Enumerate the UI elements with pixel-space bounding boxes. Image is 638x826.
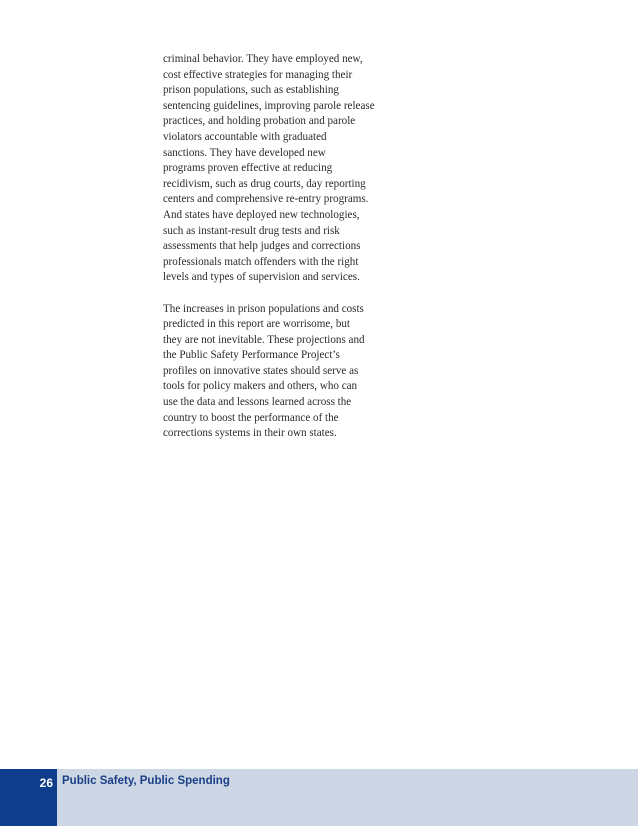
paragraph-1 <box>163 52 383 286</box>
text-line: country to boost the performance of the <box>163 411 339 424</box>
text-line: criminal behavior. They have employed new, <box>163 53 363 65</box>
text-line: sentencing guidelines, improving parole release <box>163 99 375 112</box>
text-line: they are not inevitable. These projections and <box>163 333 365 346</box>
text-line: such as instant-result drug tests and risk <box>163 224 340 237</box>
text-line: profiles on innovative states should serve as <box>163 364 359 377</box>
paragraph-2 <box>163 302 383 442</box>
text-line: cost effective strategies for managing their <box>163 68 353 81</box>
text-line: practices, and holding probation and parole <box>163 115 356 128</box>
text-line: levels and types of supervision and services. <box>163 271 360 284</box>
text-line: And states have deployed new technologies, <box>163 208 360 221</box>
running-title: Public Safety, Public Spending <box>62 775 230 787</box>
page-number-box <box>0 769 57 826</box>
text-line: predicted in this report are worrisome, but <box>163 318 350 331</box>
body-text <box>163 52 383 442</box>
text-line: The increases in prison populations and costs <box>163 302 364 315</box>
text-line: corrections systems in their own states. <box>163 427 337 440</box>
text-line: recidivism, such as drug courts, day reporting <box>163 177 366 190</box>
text-line: violators accountable with graduated <box>163 130 327 143</box>
text-line: assessments that help judges and corrections <box>163 240 361 253</box>
text-line: sanctions. They have developed new <box>163 146 326 159</box>
text-line: prison populations, such as establishing <box>163 84 339 97</box>
paragraph-gap <box>163 286 383 302</box>
page-number: 26 <box>39 776 53 790</box>
text-line: use the data and lessons learned across the <box>163 396 352 409</box>
text-line: tools for policy makers and others, who can <box>163 380 358 393</box>
text-line: professionals match offenders with the right <box>163 255 359 268</box>
text-line: programs proven effective at reducing <box>163 162 333 175</box>
text-line: the Public Safety Performance Project’s <box>163 349 340 362</box>
text-line: centers and comprehensive re-entry programs. <box>163 193 369 206</box>
